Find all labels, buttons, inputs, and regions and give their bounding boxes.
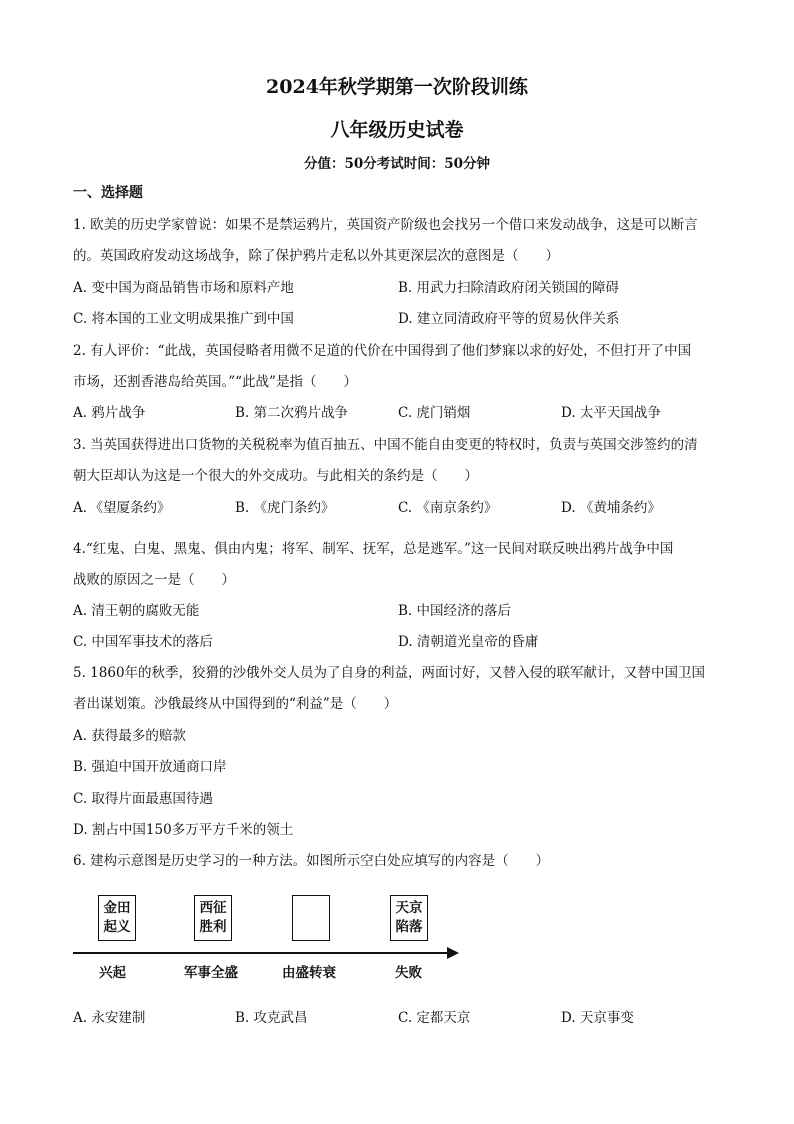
q2-option-a: A. 鸦片战争 <box>73 405 146 421</box>
q5-option-d: D. 割占中国150多万平方千米的领土 <box>73 822 294 838</box>
q5-option-a: A. 获得最多的赔款 <box>73 728 186 744</box>
q4-option-d: D. 清朝道光皇帝的昏庸 <box>398 634 539 650</box>
q3-stem-line1: 3. 当英国获得进出口货物的关税税率为值百抽五、中国不能自由变更的特权时，负责与英国交涉签约的清 <box>73 437 698 453</box>
stage-label: 兴起 <box>99 965 126 981</box>
box-text: 陷落 <box>395 919 423 935</box>
q1-option-a: A. 变中国为商品销售市场和原料产地 <box>73 280 294 296</box>
q5-stem-line2: 者出谋划策。沙俄最终从中国得到的“利益”是（ ） <box>73 696 398 712</box>
arrow-head-icon <box>447 947 459 959</box>
q4-option-b: B. 中国经济的落后 <box>398 603 512 619</box>
box-text: 金田 <box>103 900 131 916</box>
stage-label: 失败 <box>395 965 422 981</box>
stage-label: 由盛转衰 <box>282 965 336 981</box>
taiping-timeline-diagram <box>73 885 473 985</box>
section-heading: 一、选择题 <box>73 185 143 201</box>
q2-stem-line1: 2. 有人评价：“此战，英国侵略者用微不足道的代价在中国得到了他们梦寐以求的好处，不但打开了中国 <box>73 343 692 359</box>
q1-option-b: B. 用武力扫除清政府闭关锁国的障碍 <box>398 280 620 296</box>
q6-stem: 6. 建构示意图是历史学习的一种方法。如图所示空白处应填写的内容是（ ） <box>73 853 550 869</box>
stage-box-xizheng <box>194 895 232 941</box>
q4-option-a: A. 清王朝的腐败无能 <box>73 603 200 619</box>
q1-option-c: C. 将本国的工业文明成果推广到中国 <box>73 311 294 327</box>
q5-stem-line1: 5. 1860年的秋季，狡猾的沙俄外交人员为了自身的利益，两面讨好，又替入侵的联军献计，又替中国卫国 <box>73 665 706 681</box>
q3-option-a: A．《望厦条约》 <box>73 500 171 516</box>
q1-stem-line2: 的。英国政府发动这场战争，除了保护鸦片走私以外其更深层次的意图是（ ） <box>73 248 559 264</box>
stage-label: 军事全盛 <box>184 965 238 981</box>
box-text: 天京 <box>395 900 423 916</box>
q5-option-b: B. 强迫中国开放通商口岸 <box>73 759 227 775</box>
q2-stem-line2: 市场，还割香港岛给英国。”“此战”是指（ ） <box>73 374 357 390</box>
exam-meta: 分值：50分考试时间：50分钟 <box>303 156 491 172</box>
stage-box-blank <box>292 895 330 941</box>
q2-option-d: D. 太平天国战争 <box>561 405 661 421</box>
q4-option-c: C. 中国军事技术的落后 <box>73 634 213 650</box>
q3-option-c: C. 《南京条约》 <box>398 500 498 516</box>
box-text: 西征 <box>199 900 227 916</box>
stage-box-jintian <box>98 895 136 941</box>
q6-option-a: A. 永安建制 <box>73 1010 146 1026</box>
q6-option-d: D. 天京事变 <box>561 1010 634 1026</box>
q2-option-b: B. 第二次鸦片战争 <box>235 405 349 421</box>
q3-option-d: D. 《黄埔条约》 <box>561 500 661 516</box>
stage-box-tianjing <box>390 895 428 941</box>
q2-option-c: C. 虎门销烟 <box>398 405 471 421</box>
exam-title: 2024年秋学期第一次阶段训练 <box>266 76 528 98</box>
box-text: 起义 <box>103 919 131 935</box>
q6-option-b: B. 攻克武昌 <box>235 1010 308 1026</box>
q3-option-b: B. 《虎门条约》 <box>235 500 335 516</box>
exam-subtitle: 八年级历史试卷 <box>330 119 464 141</box>
q6-option-c: C. 定都天京 <box>398 1010 471 1026</box>
box-text: 胜利 <box>199 919 227 935</box>
timeline-axis <box>73 952 449 954</box>
q4-stem-line2: 战败的原因之一是（ ） <box>73 572 235 588</box>
q5-option-c: C. 取得片面最惠国待遇 <box>73 791 213 807</box>
q1-stem-line1: 1. 欧美的历史学家曾说：如果不是禁运鸦片，英国资产阶级也会找另一个借口来发动战争，这是可以断言 <box>73 217 698 233</box>
q3-stem-line2: 朝大臣却认为这是一个很大的外交成功。与此相关的条约是（ ） <box>73 468 478 484</box>
q4-stem-line1: 4.“红鬼、白鬼、黑鬼、俱由内鬼；将军、制军、抚军，总是逃军。”这一民间对联反映出鸦片战争中国 <box>73 541 674 557</box>
q1-option-d: D. 建立同清政府平等的贸易伙伴关系 <box>398 311 620 327</box>
